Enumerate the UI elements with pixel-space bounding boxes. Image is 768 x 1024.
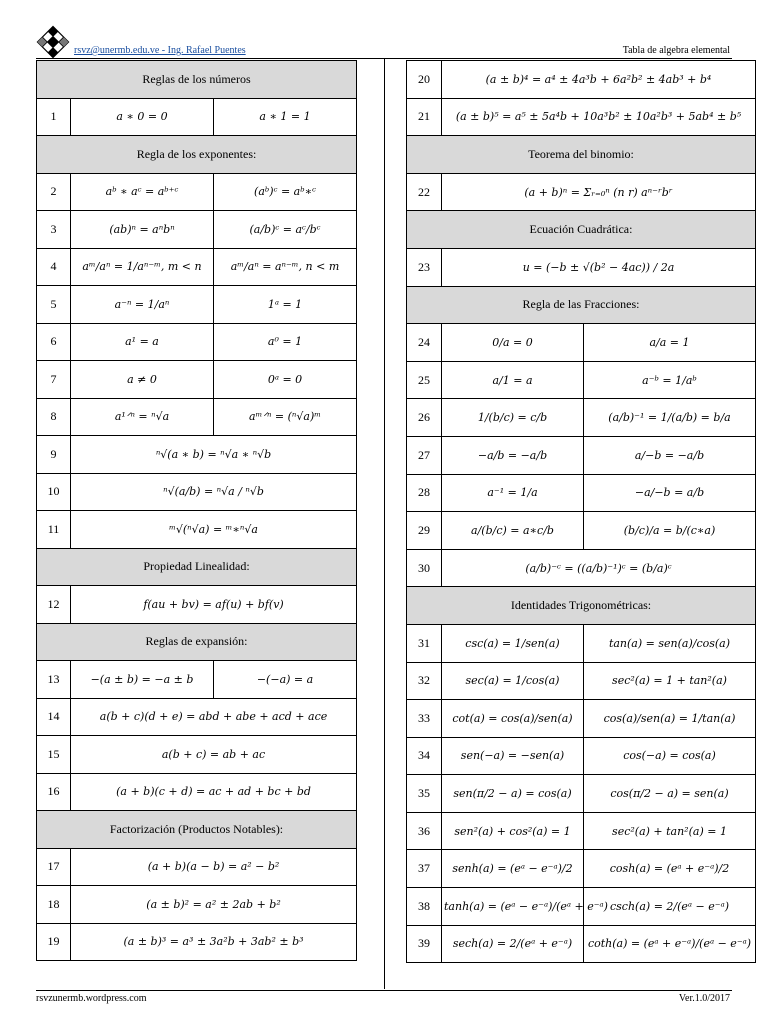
formula-row — [407, 436, 756, 474]
row-number: 26 — [407, 399, 442, 437]
section-title: Reglas de los números — [37, 61, 357, 99]
formula: cos(π/2 − a) = sen(a) — [610, 787, 729, 801]
formula-row — [37, 211, 357, 249]
formula-cell — [214, 173, 357, 211]
row-number: 6 — [37, 323, 71, 361]
formula-cell — [71, 173, 214, 211]
formula: cos(−a) = cos(a) — [623, 749, 716, 763]
document-title: Tabla de algebra elemental — [622, 45, 730, 56]
formula: (b/c)/a = b/(c∗a) — [623, 523, 716, 537]
formula: sec²(a) = 1 + tan²(a) — [612, 674, 727, 688]
section-title: Ecuación Cuadrática: — [407, 211, 756, 249]
formula-cell — [442, 850, 584, 888]
section-title: Reglas de expansión: — [37, 623, 357, 661]
section-header-row — [407, 211, 756, 249]
formula-row — [407, 925, 756, 963]
formula-cell — [71, 698, 357, 736]
formula-cell — [71, 511, 357, 549]
formula-cell — [584, 512, 756, 550]
formula: aᵇ ∗ aᶜ = aᵇ⁺ᶜ — [105, 185, 179, 199]
formula-cell — [214, 248, 357, 286]
formula: ᵐ√(ⁿ√a) = ᵐ∗ⁿ√a — [169, 522, 258, 536]
formula: (a ± b)³ = a³ ± 3a²b + 3ab² ± b³ — [123, 935, 304, 949]
formula-cell — [442, 737, 584, 775]
formula-table-right — [406, 60, 756, 963]
formula-cell — [71, 286, 214, 324]
formula-cell — [442, 361, 584, 399]
formula-cell — [584, 925, 756, 963]
formula-cell — [442, 775, 584, 813]
formula: a(b + c)(d + e) = abd + abe + acd + ace — [99, 710, 328, 724]
formula-cell — [442, 925, 584, 963]
row-number: 25 — [407, 361, 442, 399]
row-number: 11 — [37, 511, 71, 549]
row-number: 35 — [407, 775, 442, 813]
row-number: 39 — [407, 925, 442, 963]
section-header-row — [407, 286, 756, 324]
formula: (a + b)ⁿ = Σᵣ₌₀ⁿ (n r) aⁿ⁻ʳbʳ — [524, 185, 673, 199]
formula-cell — [71, 661, 214, 699]
formula-cell — [584, 624, 756, 662]
section-title: Regla de las Fracciones: — [407, 286, 756, 324]
formula-cell — [71, 211, 214, 249]
section-header-row — [37, 811, 357, 849]
row-number: 16 — [37, 773, 71, 811]
row-number: 4 — [37, 248, 71, 286]
formula-cell — [71, 923, 357, 961]
row-number: 32 — [407, 662, 442, 700]
row-number: 38 — [407, 888, 442, 926]
formula-cell — [442, 700, 584, 738]
section-title: Propiedad Linealidad: — [37, 548, 357, 586]
section-header-row — [37, 136, 357, 174]
row-number: 12 — [37, 586, 71, 624]
formula: (a ± b)² = a² ± 2ab + b² — [146, 897, 281, 911]
formula-row — [37, 886, 357, 924]
formula-row — [407, 61, 756, 99]
formula: a/−b = −a/b — [634, 448, 705, 462]
formula: a ∗ 0 = 0 — [116, 110, 168, 124]
footer-version: Ver.1.0/2017 — [678, 993, 730, 1004]
formula-row — [407, 474, 756, 512]
row-number: 19 — [37, 923, 71, 961]
formula: a ≠ 0 — [127, 372, 157, 386]
row-number: 31 — [407, 624, 442, 662]
formula: sec(a) = 1/cos(a) — [465, 674, 560, 688]
formula: ⁿ√(a/b) = ⁿ√a / ⁿ√b — [163, 485, 264, 499]
formula-row — [407, 248, 756, 286]
section-header-row — [37, 61, 357, 99]
formula-cell — [442, 436, 584, 474]
formula: f(au + bv) = af(u) + bf(v) — [143, 597, 284, 611]
row-number: 21 — [407, 98, 442, 136]
formula: (a ± b)⁵ = a⁵ ± 5a⁴b + 10a³b² ± 10a²b³ + 5ab⁴ ± b⁵ — [455, 110, 742, 124]
formula-cell — [584, 474, 756, 512]
formula: tanh(a) = (eᵃ − e⁻ᵃ)/(eᵃ + e⁻ᵃ) — [444, 899, 608, 913]
formula: 0ᵃ = 0 — [267, 372, 303, 386]
formula-row — [37, 848, 357, 886]
formula: (a + b)(c + d) = ac + ad + bc + bd — [116, 785, 311, 799]
formula-cell — [71, 398, 214, 436]
formula: sen(−a) = −sen(a) — [460, 749, 565, 763]
column-divider — [384, 58, 385, 989]
formula-row — [37, 923, 357, 961]
formula: −a/−b = a/b — [634, 486, 705, 500]
author-email-link[interactable]: rsvz@unermb.edu.ve - Ing. Rafael Puentes — [74, 45, 246, 56]
row-number: 18 — [37, 886, 71, 924]
formula-row — [37, 773, 357, 811]
formula-row — [407, 98, 756, 136]
formula: sen²(a) + cos²(a) = 1 — [454, 824, 571, 838]
formula: tan(a) = sen(a)/cos(a) — [608, 636, 731, 650]
formula-cell — [71, 436, 357, 474]
formula-row — [37, 173, 357, 211]
formula-row — [407, 512, 756, 550]
formula: (a + b)(a − b) = a² − b² — [147, 860, 280, 874]
formula-row — [407, 888, 756, 926]
formula: a ∗ 1 = 1 — [259, 110, 311, 124]
formula: csc(a) = 1/sen(a) — [465, 636, 560, 650]
formula-cell — [214, 361, 357, 399]
formula-cell — [442, 888, 608, 926]
formula-cell — [442, 812, 584, 850]
formula: −(−a) = a — [256, 672, 314, 686]
formula-cell — [71, 248, 214, 286]
formula-cell — [584, 436, 756, 474]
formula-cell — [214, 323, 357, 361]
formula-cell — [584, 888, 756, 926]
formula-cell — [442, 399, 584, 437]
formula: a¹ᐟⁿ = ⁿ√a — [114, 410, 170, 424]
formula-cell — [214, 98, 357, 136]
formula-cell — [442, 98, 756, 136]
formula-row — [407, 624, 756, 662]
formula: aᵐ/aⁿ = aⁿ⁻ᵐ, n < m — [230, 260, 340, 274]
section-title: Regla de los exponentes: — [37, 136, 357, 174]
formula-table-left — [36, 60, 357, 961]
formula-row — [407, 173, 756, 211]
section-header-row — [407, 136, 756, 174]
formula-cell — [71, 773, 357, 811]
formula-row — [37, 248, 357, 286]
formula: sec²(a) + tan²(a) = 1 — [612, 824, 727, 838]
formula-cell — [214, 661, 357, 699]
formula-row — [407, 361, 756, 399]
formula: (a/b)⁻¹ = 1/(a/b) = b/a — [608, 411, 731, 425]
formula-row — [407, 775, 756, 813]
formula-row — [407, 549, 756, 587]
formula-cell — [442, 624, 584, 662]
formula-row — [407, 812, 756, 850]
formula-row — [37, 436, 357, 474]
formula-row — [37, 361, 357, 399]
formula: coth(a) = (eᵃ + e⁻ᵃ)/(eᵃ − e⁻ᵃ) — [587, 937, 752, 951]
formula-row — [407, 850, 756, 888]
formula-cell — [442, 549, 756, 587]
formula-row — [37, 736, 357, 774]
formula: cosh(a) = (eᵃ + e⁻ᵃ)/2 — [609, 862, 730, 876]
formula: a(b + c) = ab + ac — [161, 747, 266, 761]
formula: a⁻ⁿ = 1/aⁿ — [114, 297, 170, 311]
formula: ⁿ√(a ∗ b) = ⁿ√a ∗ ⁿ√b — [155, 447, 272, 461]
row-number: 36 — [407, 812, 442, 850]
row-number: 7 — [37, 361, 71, 399]
formula-row — [37, 398, 357, 436]
row-number: 28 — [407, 474, 442, 512]
formula: a⁻¹ = 1/a — [487, 486, 538, 500]
formula-cell — [71, 323, 214, 361]
formula: a/1 = a — [492, 373, 533, 387]
formula: (a ± b)⁴ = a⁴ ± 4a³b + 6a²b² ± 4ab³ + b⁴ — [485, 72, 712, 86]
formula-cell — [71, 98, 214, 136]
formula-row — [37, 286, 357, 324]
row-number: 37 — [407, 850, 442, 888]
formula-cell — [442, 512, 584, 550]
formula: (aᵇ)ᶜ = aᵇ∗ᶜ — [254, 185, 316, 199]
formula-row — [37, 473, 357, 511]
row-number: 24 — [407, 324, 442, 362]
formula: (a/b)ᶜ = aᶜ/bᶜ — [249, 222, 321, 236]
row-number: 15 — [37, 736, 71, 774]
section-header-row — [37, 623, 357, 661]
formula: csch(a) = 2/(eᵃ − e⁻ᵃ) — [610, 899, 729, 913]
formula: a⁻ᵇ = 1/aᵇ — [642, 373, 697, 387]
row-number: 20 — [407, 61, 442, 99]
formula-cell — [71, 473, 357, 511]
formula: −(a ± b) = −a ± b — [90, 672, 194, 686]
formula: u = (−b ± √(b² − 4ac)) / 2a — [522, 260, 675, 274]
formula: (a/b)⁻ᶜ = ((a/b)⁻¹)ᶜ = (b/a)ᶜ — [525, 561, 672, 575]
formula: cot(a) = cos(a)/sen(a) — [452, 711, 573, 725]
formula-cell — [584, 399, 756, 437]
footer-website: rsvzunermb.wordpress.com — [36, 993, 147, 1004]
row-number: 30 — [407, 549, 442, 587]
formula-row — [407, 700, 756, 738]
row-number: 1 — [37, 98, 71, 136]
row-number: 9 — [37, 436, 71, 474]
row-number: 29 — [407, 512, 442, 550]
row-number: 10 — [37, 473, 71, 511]
diamond-grid-logo — [36, 25, 70, 59]
formula-row — [37, 511, 357, 549]
formula-cell — [71, 848, 357, 886]
section-title: Identidades Trigonométricas: — [407, 587, 756, 625]
formula-cell — [584, 737, 756, 775]
formula: (ab)ⁿ = aⁿbⁿ — [109, 222, 175, 236]
formula-row — [407, 662, 756, 700]
formula-cell — [442, 61, 756, 99]
formula-cell — [214, 211, 357, 249]
formula-row — [407, 324, 756, 362]
formula-row — [37, 586, 357, 624]
formula-cell — [584, 361, 756, 399]
formula-row — [407, 737, 756, 775]
formula-row — [37, 98, 357, 136]
formula: 1/(b/c) = c/b — [477, 411, 548, 425]
formula: a⁰ = 1 — [267, 335, 303, 349]
row-number: 5 — [37, 286, 71, 324]
formula: −a/b = −a/b — [477, 448, 548, 462]
row-number: 8 — [37, 398, 71, 436]
formula-cell — [214, 286, 357, 324]
formula: cos(a)/sen(a) = 1/tan(a) — [603, 711, 736, 725]
formula-cell — [584, 700, 756, 738]
row-number: 14 — [37, 698, 71, 736]
formula-cell — [584, 850, 756, 888]
formula-cell — [71, 361, 214, 399]
formula-row — [407, 399, 756, 437]
section-header-row — [37, 548, 357, 586]
row-number: 13 — [37, 661, 71, 699]
formula-cell — [584, 812, 756, 850]
formula: sen(π/2 − a) = cos(a) — [453, 787, 572, 801]
formula: sech(a) = 2/(eᵃ + e⁻ᵃ) — [452, 937, 573, 951]
formula-cell — [584, 324, 756, 362]
formula-cell — [71, 736, 357, 774]
formula-cell — [214, 398, 357, 436]
row-number: 27 — [407, 436, 442, 474]
row-number: 34 — [407, 737, 442, 775]
formula-cell — [584, 662, 756, 700]
formula: aᵐᐟⁿ = (ⁿ√a)ᵐ — [249, 410, 321, 424]
row-number: 33 — [407, 700, 442, 738]
formula-cell — [442, 662, 584, 700]
section-title: Teorema del binomio: — [407, 136, 756, 174]
section-title: Factorización (Productos Notables): — [37, 811, 357, 849]
formula: 0/a = 0 — [492, 335, 533, 349]
row-number: 23 — [407, 248, 442, 286]
formula-cell — [442, 248, 756, 286]
section-header-row — [407, 587, 756, 625]
formula-cell — [71, 886, 357, 924]
formula: 1ᵃ = 1 — [267, 297, 303, 311]
formula-row — [37, 661, 357, 699]
formula-row — [37, 323, 357, 361]
formula: a¹ = a — [125, 335, 159, 349]
formula: aᵐ/aⁿ = 1/aⁿ⁻ᵐ, m < n — [82, 260, 202, 274]
formula: a/a = 1 — [649, 335, 690, 349]
row-number: 17 — [37, 848, 71, 886]
row-number: 2 — [37, 173, 71, 211]
formula: senh(a) = (eᵃ − e⁻ᵃ)/2 — [452, 862, 573, 876]
formula: a/(b/c) = a∗c/b — [471, 523, 554, 537]
formula-cell — [71, 586, 357, 624]
formula-cell — [584, 775, 756, 813]
formula-cell — [442, 173, 756, 211]
footer-divider — [36, 990, 732, 991]
row-number: 3 — [37, 211, 71, 249]
formula-cell — [442, 324, 584, 362]
formula-row — [37, 698, 357, 736]
row-number: 22 — [407, 173, 442, 211]
formula-cell — [442, 474, 584, 512]
